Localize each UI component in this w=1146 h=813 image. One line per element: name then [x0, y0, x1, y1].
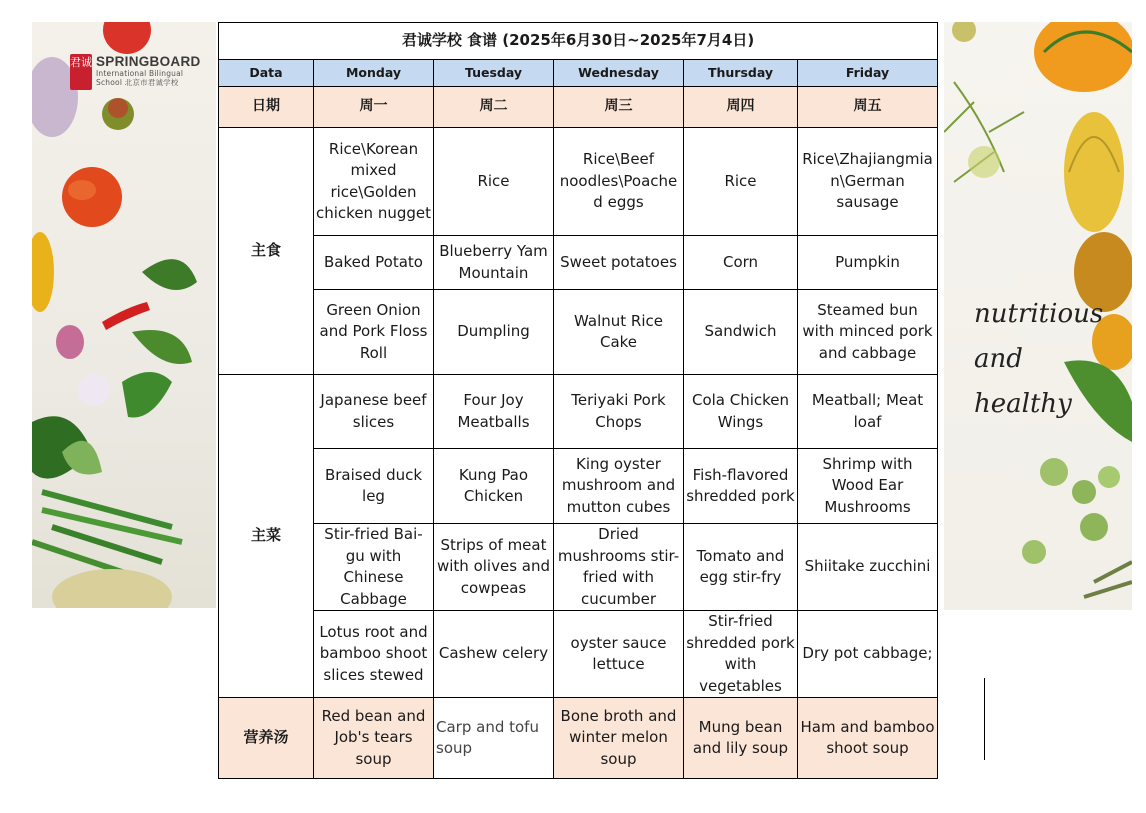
header-cn-date: 日期 — [219, 87, 314, 128]
menu-cell: Lotus root and bamboo shoot slices stewed — [314, 611, 434, 698]
menu-cell: Meatball; Meat loaf — [798, 375, 938, 449]
header-cn-tuesday: 周二 — [434, 87, 554, 128]
staple-row — [219, 128, 938, 236]
category-main: 主菜 — [219, 375, 314, 698]
header-row-english — [219, 60, 938, 87]
header-monday: Monday — [314, 60, 434, 87]
menu-cell: Braised duck leg — [314, 449, 434, 524]
school-logo-mark: 君诚 — [70, 54, 92, 90]
menu-cell: Rice — [684, 128, 798, 236]
menu-cell: Stir-fried Bai-gu with Chinese Cabbage — [314, 524, 434, 611]
divider-line — [984, 678, 985, 760]
menu-cell: Dumpling — [434, 290, 554, 375]
menu-cell: Strips of meat with olives and cowpeas — [434, 524, 554, 611]
menu-cell: Sandwich — [684, 290, 798, 375]
menu-cell: Sweet potatoes — [554, 236, 684, 290]
menu-cell: oyster sauce lettuce — [554, 611, 684, 698]
staple-row — [219, 290, 938, 375]
menu-cell: Cola Chicken Wings — [684, 375, 798, 449]
menu-cell: Shiitake zucchini — [798, 524, 938, 611]
school-subtitle-line2: School 北京市君诚学校 — [96, 78, 179, 87]
main-dish-row — [219, 375, 938, 449]
left-vegetable-photo — [32, 22, 216, 608]
menu-cell: Dry pot cabbage; — [798, 611, 938, 698]
menu-cell: Mung bean and lily soup — [684, 698, 798, 779]
menu-cell: Rice — [434, 128, 554, 236]
menu-cell: Stir-fried shredded pork with vegetables — [684, 611, 798, 698]
category-staple: 主食 — [219, 128, 314, 375]
header-cn-monday: 周一 — [314, 87, 434, 128]
header-friday: Friday — [798, 60, 938, 87]
main-dish-row — [219, 611, 938, 698]
header-wednesday: Wednesday — [554, 60, 684, 87]
soup-row — [219, 698, 938, 779]
menu-cell: Steamed bun with minced pork and cabbage — [798, 290, 938, 375]
menu-cell: Teriyaki Pork Chops — [554, 375, 684, 449]
main-dish-row — [219, 524, 938, 611]
menu-cell: Pumpkin — [798, 236, 938, 290]
menu-cell: Red bean and Job's tears soup — [314, 698, 434, 779]
menu-cell: Tomato and egg stir-fry — [684, 524, 798, 611]
menu-title: 君诚学校 食谱 (2025年6月30日~2025年7月4日) — [219, 23, 938, 60]
menu-cell: Kung Pao Chicken — [434, 449, 554, 524]
menu-cell: Rice\Korean mixed rice\Golden chicken nugget — [314, 128, 434, 236]
header-cn-wednesday: 周三 — [554, 87, 684, 128]
menu-cell: Cashew celery — [434, 611, 554, 698]
weekly-menu-table — [218, 22, 938, 779]
menu-cell: Fish-flavored shredded pork — [684, 449, 798, 524]
menu-cell: Bone broth and winter melon soup — [554, 698, 684, 779]
header-row-chinese — [219, 87, 938, 128]
menu-cell: King oyster mushroom and mutton cubes — [554, 449, 684, 524]
tagline: nutritious and healthy — [974, 299, 1104, 419]
menu-cell: Shrimp with Wood Ear Mushrooms — [798, 449, 938, 524]
menu-cell: Corn — [684, 236, 798, 290]
menu-cell: Japanese beef slices — [314, 375, 434, 449]
header-tuesday: Tuesday — [434, 60, 554, 87]
menu-cell: Rice\Beef noodles\Poached eggs — [554, 128, 684, 236]
header-thursday: Thursday — [684, 60, 798, 87]
menu-cell: Four Joy Meatballs — [434, 375, 554, 449]
menu-cell: Walnut Rice Cake — [554, 290, 684, 375]
menu-cell: Ham and bamboo shoot soup — [798, 698, 938, 779]
menu-cell: Green Onion and Pork Floss Roll — [314, 290, 434, 375]
school-subtitle-line1: International Bilingual — [96, 69, 184, 78]
school-name: SPRINGBOARD — [96, 54, 201, 69]
school-logo — [70, 54, 216, 94]
vegetable-illustration-left — [32, 22, 216, 608]
menu-cell: Carp and tofu soup — [434, 698, 554, 779]
menu-cell: Rice\Zhajiangmian\German sausage — [798, 128, 938, 236]
header-data: Data — [219, 60, 314, 87]
header-cn-friday: 周五 — [798, 87, 938, 128]
menu-cell: Baked Potato — [314, 236, 434, 290]
category-soup: 营养汤 — [219, 698, 314, 779]
menu-cell: Blueberry Yam Mountain — [434, 236, 554, 290]
main-dish-row — [219, 449, 938, 524]
menu-cell: Dried mushrooms stir-fried with cucumber — [554, 524, 684, 611]
staple-row — [219, 236, 938, 290]
header-cn-thursday: 周四 — [684, 87, 798, 128]
